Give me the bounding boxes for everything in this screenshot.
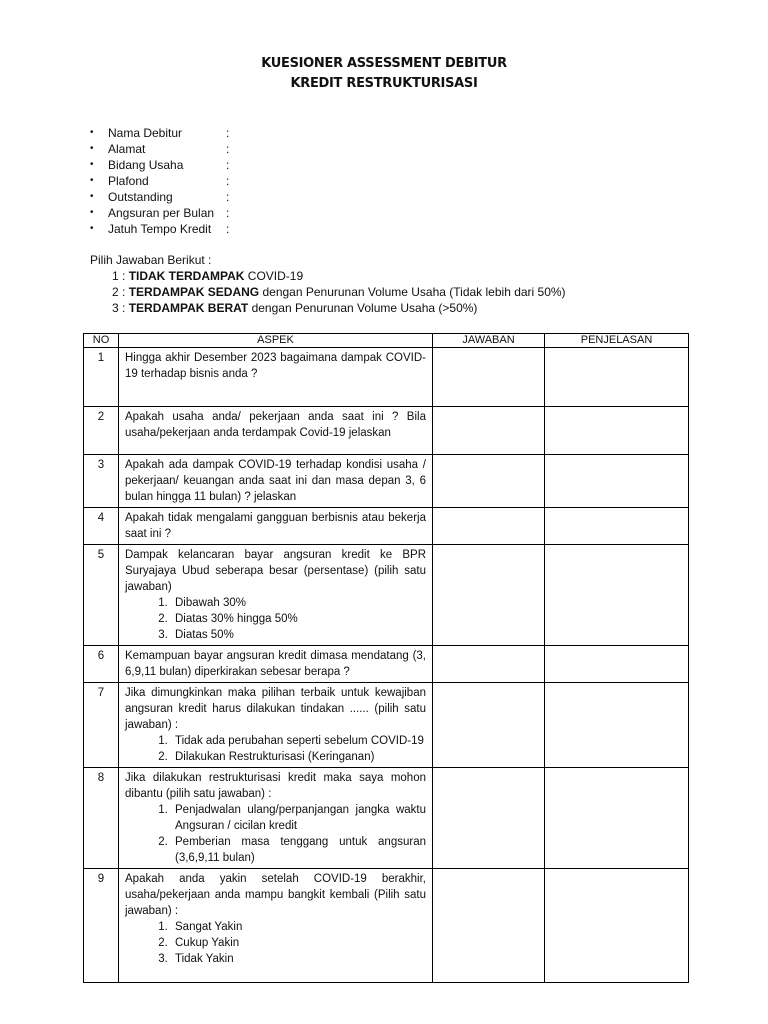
choice-item: 2. Cukup Yakin xyxy=(171,935,426,951)
choice-item: 2. Diatas 30% hingga 50% xyxy=(171,611,426,627)
jawaban-cell[interactable] xyxy=(433,348,545,407)
info-colon: : xyxy=(226,142,230,156)
jawaban-cell[interactable] xyxy=(433,768,545,869)
info-row xyxy=(90,173,236,189)
bullet-icon: • xyxy=(90,191,94,202)
choice-item: 2. Dilakukan Restrukturisasi (Keringanan) xyxy=(171,749,426,765)
row-number: 7 xyxy=(84,683,119,768)
info-row xyxy=(90,157,236,173)
info-row xyxy=(90,189,236,205)
document-subtitle: KREDIT RESTRUKTURISASI xyxy=(290,76,478,91)
table-row xyxy=(84,768,689,869)
question-text: Kemampuan bayar angsuran kredit dimasa mendatang (3, 6,9,11 bulan) diperkirakan sebesar berapa ? xyxy=(125,650,426,678)
row-number: 1 xyxy=(84,348,119,407)
choice-item: 2. Pemberian masa tenggang untuk angsuran (3,6,9,11 bulan) xyxy=(171,834,426,866)
aspek-cell xyxy=(119,768,433,869)
choice-item: 1. Penjadwalan ulang/perpanjangan jangka waktu Angsuran / cicilan kredit xyxy=(171,802,426,834)
option-label: TIDAK TERDAMPAK xyxy=(128,269,245,283)
penjelasan-cell[interactable] xyxy=(545,869,689,983)
table-row xyxy=(84,508,689,545)
jawaban-cell[interactable] xyxy=(433,683,545,768)
penjelasan-cell[interactable] xyxy=(545,407,689,455)
question-text: Dampak kelancaran bayar angsuran kredit ke BPR Suryajaya Ubud seberapa besar (persentase) (pilih satu jawaban) xyxy=(125,549,426,593)
aspek-cell xyxy=(119,407,433,455)
choice-item: 1. Dibawah 30% xyxy=(171,595,426,611)
jawaban-cell[interactable] xyxy=(433,869,545,983)
jawaban-cell[interactable] xyxy=(433,508,545,545)
row-number: 6 xyxy=(84,646,119,683)
choice-list xyxy=(125,802,426,866)
table-row xyxy=(84,646,689,683)
penjelasan-cell[interactable] xyxy=(545,508,689,545)
answer-option xyxy=(90,284,566,300)
row-number: 8 xyxy=(84,768,119,869)
info-label: Plafond xyxy=(108,174,149,188)
row-number: 4 xyxy=(84,508,119,545)
aspek-cell xyxy=(119,869,433,983)
questionnaire-table xyxy=(83,333,689,983)
info-colon: : xyxy=(226,222,230,236)
row-number: 3 xyxy=(84,455,119,508)
info-row xyxy=(90,205,236,221)
question-text: Jika dilakukan restrukturisasi kredit maka saya mohon dibantu (pilih satu jawaban) : xyxy=(125,772,426,800)
penjelasan-cell[interactable] xyxy=(545,768,689,869)
question-text: Jika dimungkinkan maka pilihan terbaik untuk kewajiban angsuran kredit harus dilakukan tindakan ...... (pilih satu jawaban) : xyxy=(125,687,426,731)
choice-list xyxy=(125,733,426,765)
table-row xyxy=(84,683,689,768)
bullet-icon: • xyxy=(90,175,94,186)
question-text: Hingga akhir Desember 2023 bagaimana dampak COVID-19 terhadap bisnis anda ? xyxy=(125,352,426,380)
header-aspek: ASPEK xyxy=(119,334,433,348)
question-text: Apakah usaha anda/ pekerjaan anda saat ini ? Bila usaha/pekerjaan anda terdampak Covid-19 jelaskan xyxy=(125,411,426,439)
document-title: KUESIONER ASSESSMENT DEBITUR xyxy=(261,56,507,71)
choice-list xyxy=(125,595,426,643)
question-text: Apakah tidak mengalami gangguan berbisnis atau bekerja saat ini ? xyxy=(125,512,426,540)
debtor-info-list xyxy=(90,125,236,237)
aspek-cell xyxy=(119,646,433,683)
header-penjelasan: PENJELASAN xyxy=(545,334,689,348)
info-colon: : xyxy=(226,126,230,140)
answer-legend xyxy=(90,252,566,316)
bullet-icon: • xyxy=(90,143,94,154)
answer-option xyxy=(90,268,566,284)
choice-item: 3. Diatas 50% xyxy=(171,627,426,643)
jawaban-cell[interactable] xyxy=(433,407,545,455)
choice-item: 3. Tidak Yakin xyxy=(171,951,426,967)
aspek-cell xyxy=(119,545,433,646)
option-description: COVID-19 xyxy=(244,269,304,283)
info-label: Outstanding xyxy=(108,190,173,204)
aspek-cell xyxy=(119,508,433,545)
penjelasan-cell[interactable] xyxy=(545,646,689,683)
choice-item: 1. Sangat Yakin xyxy=(171,919,426,935)
info-colon: : xyxy=(226,158,230,172)
table-row xyxy=(84,455,689,508)
penjelasan-cell[interactable] xyxy=(545,683,689,768)
info-colon: : xyxy=(226,190,230,204)
option-prefix: 2 : xyxy=(112,285,129,299)
option-label: TERDAMPAK SEDANG xyxy=(128,285,260,299)
aspek-cell xyxy=(119,455,433,508)
penjelasan-cell[interactable] xyxy=(545,348,689,407)
aspek-cell xyxy=(119,348,433,407)
option-prefix: 1 : xyxy=(112,269,129,283)
option-label: TERDAMPAK BERAT xyxy=(128,301,249,315)
bullet-icon: • xyxy=(90,223,94,234)
info-label: Alamat xyxy=(108,142,146,156)
answer-option xyxy=(90,300,566,316)
question-text: Apakah anda yakin setelah COVID-19 berakhir, usaha/pekerjaan anda mampu bangkit kembali (Pilih satu jawaban) : xyxy=(125,873,426,917)
row-number: 5 xyxy=(84,545,119,646)
option-description: dengan Penurunan Volume Usaha (Tidak lebih dari 50%) xyxy=(259,285,566,299)
option-prefix: 3 : xyxy=(112,301,129,315)
row-number: 2 xyxy=(84,407,119,455)
choice-list xyxy=(125,919,426,967)
table-row xyxy=(84,545,689,646)
jawaban-cell[interactable] xyxy=(433,455,545,508)
table-row xyxy=(84,407,689,455)
info-row xyxy=(90,125,236,141)
header-jawaban: JAWABAN xyxy=(433,334,545,348)
bullet-icon: • xyxy=(90,207,94,218)
answer-legend-label: Pilih Jawaban Berikut : xyxy=(90,253,212,267)
jawaban-cell[interactable] xyxy=(433,646,545,683)
aspek-cell xyxy=(119,683,433,768)
jawaban-cell[interactable] xyxy=(433,545,545,646)
info-label: Jatuh Tempo Kredit xyxy=(108,222,212,236)
info-row xyxy=(90,221,236,237)
info-row xyxy=(90,141,236,157)
bullet-icon: • xyxy=(90,127,94,138)
choice-item: 1. Tidak ada perubahan seperti sebelum COVID-19 xyxy=(171,733,426,749)
info-label: Nama Debitur xyxy=(108,126,183,140)
bullet-icon: • xyxy=(90,159,94,170)
penjelasan-cell[interactable] xyxy=(545,545,689,646)
table-header-row xyxy=(84,334,689,348)
option-description: dengan Penurunan Volume Usaha (>50%) xyxy=(248,301,478,315)
question-text: Apakah ada dampak COVID-19 terhadap kondisi usaha / pekerjaan/ keuangan anda saat ini dan masa depan 3, 6 bulan hingga 11 bulan) ? jelaskan xyxy=(125,459,426,503)
info-colon: : xyxy=(226,174,230,188)
table-row xyxy=(84,869,689,983)
info-label: Bidang Usaha xyxy=(108,158,184,172)
info-colon: : xyxy=(226,206,230,220)
info-label: Angsuran per Bulan xyxy=(108,206,215,220)
header-no: NO xyxy=(84,334,119,348)
table-row xyxy=(84,348,689,407)
row-number: 9 xyxy=(84,869,119,983)
penjelasan-cell[interactable] xyxy=(545,455,689,508)
